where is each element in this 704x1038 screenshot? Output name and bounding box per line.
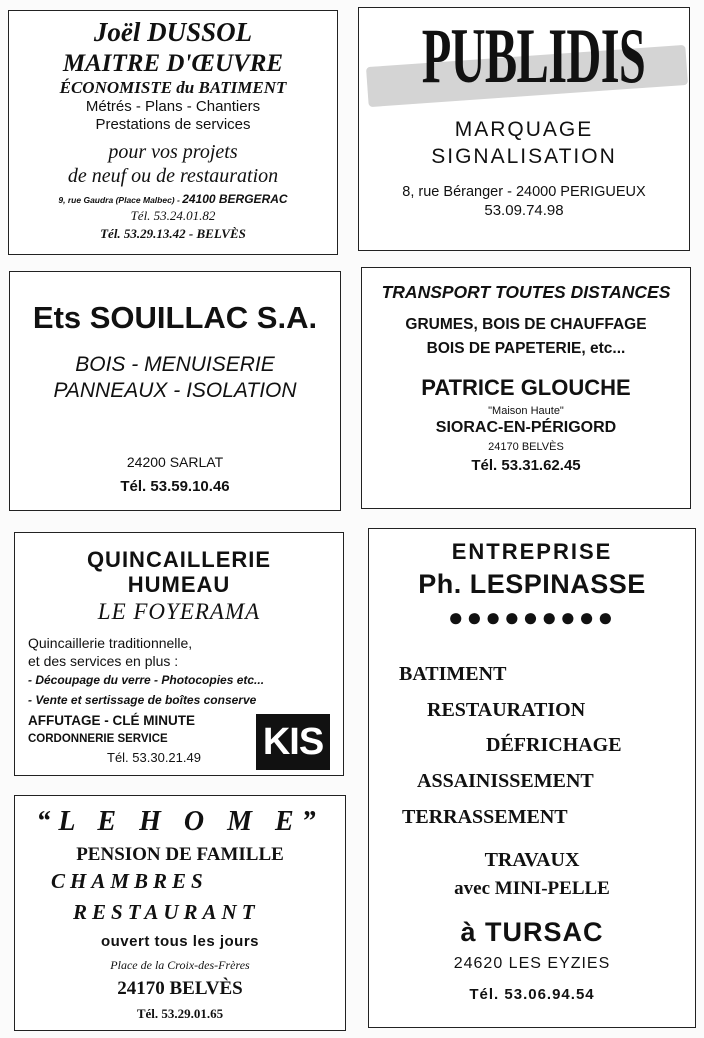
glouche-header: TRANSPORT TOUTES DISTANCES [381, 282, 671, 302]
publidis-line-1: MARQUAGE [454, 118, 594, 141]
publidis-brand: PUBLIDIS [421, 12, 646, 99]
glouche-city: SIORAC-EN-PÉRIGORD [435, 419, 617, 436]
dussol-slogan-1: pour vos projets [108, 141, 238, 163]
lespinasse-service-1: BATIMENT [399, 663, 507, 685]
dussol-subtitle: ÉCONOMISTE du BATIMENT [59, 78, 287, 97]
publidis-line-2: SIGNALISATION [431, 145, 617, 168]
ad-publidis [358, 7, 690, 251]
ad-lespinasse [368, 528, 696, 1028]
publidis-phone: 53.09.74.98 [484, 202, 564, 219]
dussol-name: Joël DUSSOL [93, 17, 253, 47]
humeau-desc-5: AFFUTAGE - CLÉ MINUTE [28, 713, 195, 728]
publidis-address: 8, rue Béranger - 24000 PERIGUEUX [402, 184, 646, 200]
dussol-services-2: Prestations de services [95, 116, 251, 133]
glouche-name: PATRICE GLOUCHE [421, 375, 631, 400]
glouche-tel: Tél. 53.31.62.45 [471, 457, 581, 474]
lespinasse-service-3: DÉFRICHAGE [486, 734, 622, 756]
dussol-address-city: 24100 BERGERAC [182, 192, 288, 206]
lespinasse-city: 24620 LES EYZIES [453, 955, 611, 972]
glouche-line-2: BOIS DE PAPETERIE, etc... [426, 340, 626, 357]
souillac-line-2: PANNEAUX - ISOLATION [53, 379, 297, 402]
home-line-1: PENSION DE FAMILLE [76, 844, 284, 865]
souillac-tel: Tél. 53.59.10.46 [120, 478, 230, 495]
ad-dussol [8, 10, 338, 255]
humeau-desc-6: CORDONNERIE SERVICE [28, 733, 168, 745]
lespinasse-service-5: TERRASSEMENT [402, 806, 568, 828]
ad-humeau [14, 532, 344, 776]
humeau-line-1: QUINCAILLERIE [86, 547, 272, 572]
lespinasse-service-4: ASSAINISSEMENT [417, 770, 594, 792]
lespinasse-travaux-2: avec MINI-PELLE [454, 878, 610, 899]
kis-logo: KIS [256, 714, 330, 770]
lespinasse-location: à TURSAC [460, 917, 604, 947]
lespinasse-line-1: ENTREPRISE [451, 539, 613, 564]
dussol-slogan-2: de neuf ou de restauration [67, 165, 279, 187]
home-line-3: RESTAURANT [73, 900, 260, 924]
glouche-zip: 24170 BELVÈS [488, 441, 564, 453]
humeau-desc-1: Quincaillerie traditionnelle, [28, 635, 193, 651]
home-city: 24170 BELVÈS [117, 978, 243, 999]
humeau-desc-2: et des services en plus : [28, 653, 179, 669]
home-tel: Tél. 53.29.01.65 [136, 1006, 224, 1021]
dussol-title: MAITRE D'ŒUVRE [62, 50, 284, 77]
souillac-line-1: BOIS - MENUISERIE [75, 353, 275, 376]
humeau-line-2: HUMEAU [127, 572, 231, 597]
home-place: Place de la Croix-des-Frères [110, 958, 250, 972]
humeau-desc-4: - Vente et sertissage de boîtes conserve [28, 693, 257, 707]
dussol-tel-2: Tél. 53.29.13.42 - BELVÈS [100, 226, 246, 241]
souillac-brand: Ets SOUILLAC S.A. [32, 300, 318, 335]
dussol-services-1: Métrés - Plans - Chantiers [85, 98, 261, 115]
lespinasse-tel: Tél. 53.06.94.54 [469, 986, 595, 1003]
dussol-address-street: 9, rue Gaudra (Place Malbec) - [58, 195, 183, 205]
lespinasse-service-2: RESTAURATION [427, 699, 586, 721]
souillac-city: 24200 SARLAT [126, 454, 224, 470]
glouche-line-1: GRUMES, BOIS DE CHAUFFAGE [405, 316, 647, 333]
home-hours: ouvert tous les jours [100, 933, 260, 950]
ad-glouche [361, 267, 691, 509]
glouche-place: "Maison Haute" [488, 405, 564, 417]
lespinasse-travaux-1: TRAVAUX [484, 849, 580, 871]
humeau-line-3: LE FOYERAMA [97, 599, 261, 624]
ad-souillac [9, 271, 341, 511]
home-line-2: CHAMBRES [51, 869, 208, 893]
humeau-desc-3: - Découpage du verre - Photocopies etc... [28, 673, 265, 687]
lespinasse-line-2: Ph. LESPINASSE [418, 569, 646, 599]
dot-row-decoration: ●●●●●●●●● [447, 602, 617, 632]
dussol-address [9, 192, 337, 206]
ad-le-home [14, 795, 346, 1031]
humeau-tel: Tél. 53.30.21.49 [107, 750, 201, 765]
dussol-tel-1: Tél. 53.24.01.82 [130, 208, 216, 223]
home-title: “L E H O M E” [36, 806, 324, 837]
